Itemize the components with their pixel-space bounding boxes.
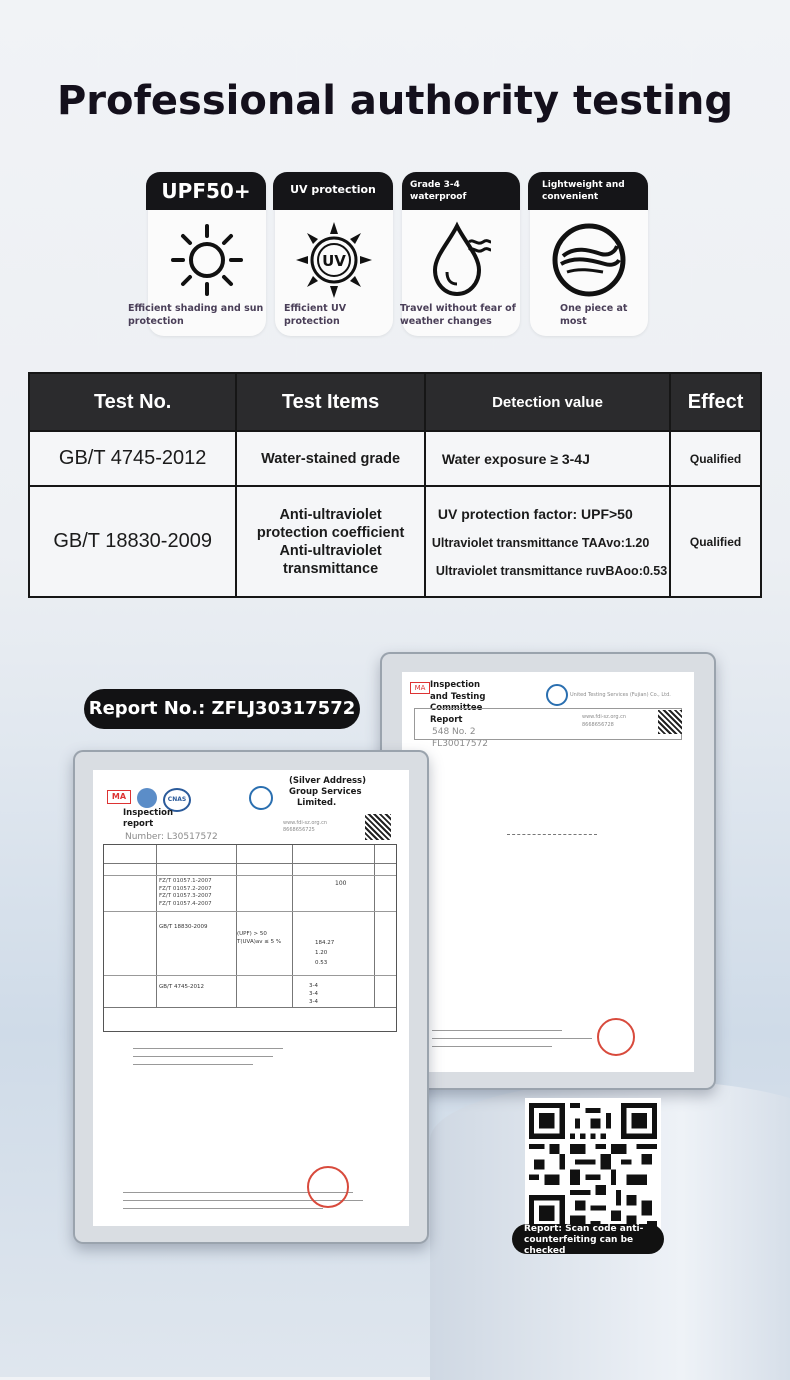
- feature-card-lightweight: [530, 172, 648, 336]
- report-number-label: Report No.: ZFLJ30317572: [84, 689, 360, 729]
- feature-card-uv: [275, 172, 393, 336]
- front-phone: 8668656725: [283, 827, 315, 833]
- cell-detection: [425, 486, 670, 597]
- front-std-list: FZ/T 01057.1-2007 FZ/T 01057.2-2007 FZ/T 01057.3-2007 FZ/T 01057.4-2007: [159, 878, 212, 907]
- front-upf-req: (UPF) > 50 T(UVA)av ≤ 5 %: [237, 931, 282, 945]
- cell-test-no: GB/T 4745-2012: [29, 431, 236, 486]
- feature-tab-lightweight: Lightweight and convenient: [528, 172, 648, 210]
- front-qr-small: [365, 814, 391, 840]
- feature-caption-uv: Efficient UV protection: [284, 303, 347, 327]
- cell-test-no: GB/T 18830-2009: [29, 486, 236, 597]
- cell-test-item: Water-stained grade: [236, 431, 425, 486]
- front-val-100: 100: [335, 880, 347, 887]
- cell-test-item: [236, 486, 425, 597]
- table-header-row: [29, 373, 761, 431]
- detection-line: Ultraviolet transmittance TAAvo:1.20: [431, 535, 650, 550]
- uts-logo-icon: [546, 684, 568, 706]
- back-site: www.fdi-sz.org.cn: [582, 714, 627, 720]
- wind-circle-icon: [549, 220, 629, 300]
- svg-text:UV: UV: [322, 252, 346, 270]
- item-line: Anti-ultraviolet: [279, 506, 382, 523]
- back-code: FL30017572: [432, 739, 488, 749]
- feature-caption-waterproof: Travel without fear of weather changes: [400, 303, 516, 327]
- back-qr-small: [658, 710, 682, 734]
- feature-tab-upf: UPF50+: [146, 172, 266, 210]
- scan-code-text: Report: Scan code anti-counterfeiting can be checked: [524, 1224, 644, 1256]
- front-std2: GB/T 18830-2009: [159, 924, 208, 930]
- qr-code-icon: [529, 1102, 657, 1232]
- ilac-logo-icon: [137, 788, 157, 808]
- item-line: transmittance: [283, 560, 379, 577]
- test-results-table: [28, 372, 762, 598]
- back-report-frame: [380, 652, 716, 1090]
- cma-logo: MA: [410, 682, 430, 694]
- back-company: United Testing Services (Fujian) Co., Ltd.: [570, 692, 671, 698]
- feature-caption-upf: Efficient shading and sun protection: [128, 303, 264, 327]
- red-seal-stamp: [597, 1018, 635, 1056]
- feature-tab-waterproof: Grade 3-4 waterproof: [402, 172, 482, 210]
- cell-effect: Qualified: [670, 431, 761, 486]
- cell-effect: Qualified: [670, 486, 761, 597]
- feature-tab-uv: UV protection: [273, 172, 393, 210]
- feature-card-upf: [128, 172, 266, 336]
- back-divider: [507, 834, 597, 836]
- back-phone: 8668656728: [582, 722, 614, 728]
- sun-icon: [167, 220, 247, 300]
- header-test-items: Test Items: [236, 373, 425, 431]
- item-line: protection coefficient: [256, 524, 405, 541]
- detection-line: Ultraviolet transmittance ruvBAoo:0.53: [435, 563, 668, 578]
- front-number: Number: L30517572: [125, 832, 218, 842]
- front-std3: GB/T 4745-2012: [159, 984, 204, 990]
- back-report-label: Inspection and Testing Committee Report: [430, 680, 486, 725]
- scan-code-label: [512, 1224, 664, 1254]
- detection-line: UV protection factor: UPF>50: [437, 505, 633, 522]
- cnas-logo-icon: CNAS: [163, 788, 191, 812]
- front-company-label: (Silver Address) Group Services Limited.: [289, 776, 366, 808]
- page-title: Professional authority testing: [56, 78, 734, 124]
- header-test-no: Test No.: [29, 373, 236, 431]
- cma-logo: MA: [107, 790, 131, 804]
- uv-sun-icon: [294, 220, 374, 300]
- verification-qr-code[interactable]: [525, 1098, 661, 1236]
- uts-logo-icon: [249, 786, 273, 810]
- detection-line: Water exposure ≥ 3-4J: [441, 450, 590, 467]
- table-row: [29, 431, 761, 486]
- front-report-frame: [73, 750, 429, 1244]
- back-number: 548 No. 2: [432, 727, 476, 737]
- back-info-box: [414, 708, 682, 740]
- feature-card-waterproof: [402, 172, 520, 336]
- red-seal-stamp: [307, 1166, 349, 1208]
- front-email: www.fdi-sz.org.cn: [283, 820, 328, 826]
- item-line: Anti-ultraviolet: [279, 542, 382, 559]
- front-report-label: Inspection report: [123, 808, 174, 829]
- table-row: [29, 486, 761, 597]
- header-effect: Effect: [670, 373, 761, 431]
- feature-caption-lightweight: One piece at most: [560, 303, 628, 327]
- water-drop-icon: [421, 220, 501, 300]
- front-results: 184.27 1.20 0.53: [315, 940, 335, 966]
- cell-detection: [425, 431, 670, 486]
- front-report-paper: [93, 770, 409, 1226]
- back-report-paper: [402, 672, 694, 1072]
- header-detection-value: Detection value: [425, 373, 670, 431]
- front-grades: 3-4 3-4 3-4: [309, 983, 318, 1005]
